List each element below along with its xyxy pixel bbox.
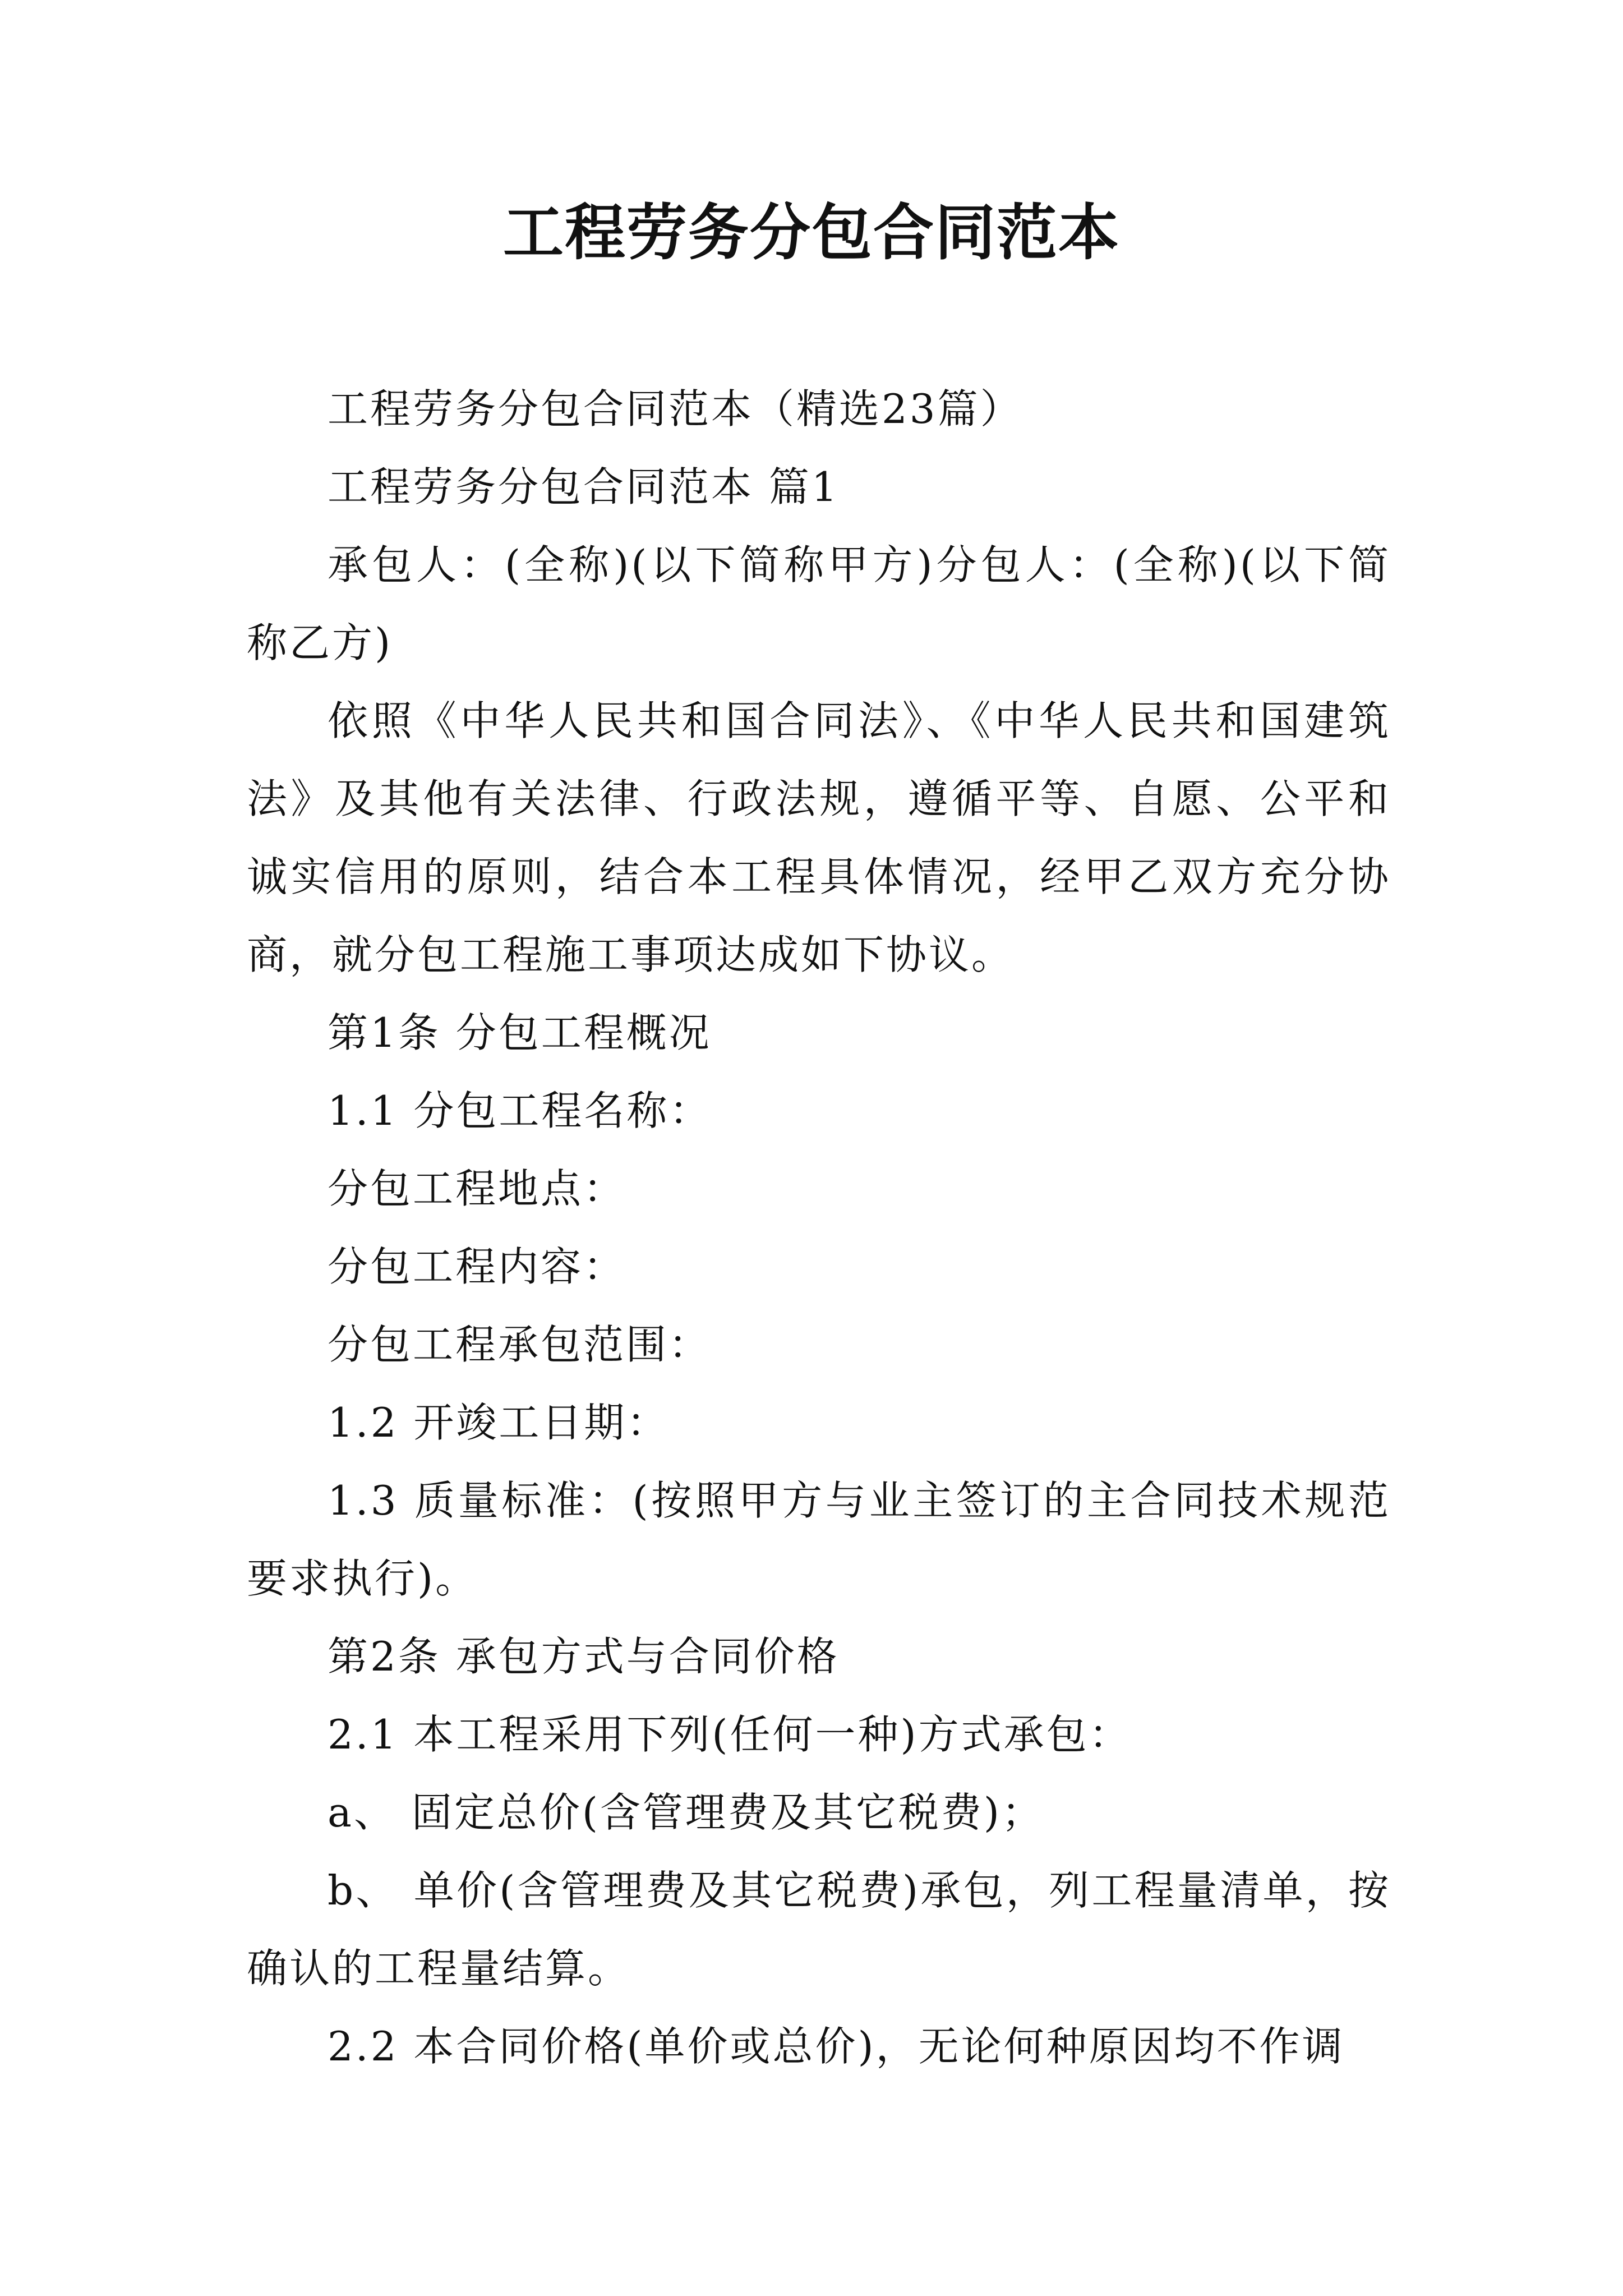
document-body (247, 370, 1391, 2086)
paragraph-preamble: 依照《中华人民共和国合同法》、《中华人民共和国建筑法》及其他有关法律、行政法规，遵循平等、自愿、公平和诚实信用的原则，结合本工程具体情况，经甲乙双方充分协商，就分包工程施工事项达成如下协议。 (247, 697, 1391, 978)
paragraph-parties: 承包人：(全称)(以下简称甲方)分包人：(全称)(以下简称乙方) (247, 541, 1391, 666)
paragraph-dates: 1.2 开竣工日期： (328, 1399, 670, 1446)
paragraph-project-content: 分包工程内容： (328, 1243, 626, 1290)
paragraph-contract-method: 2.1 本工程采用下列(任何一种)方式承包： (328, 1711, 1132, 1758)
paragraph-article-1: 第1条 分包工程概况 (328, 1009, 712, 1056)
paragraph-collection-title: 工程劳务分包合同范本（精选23篇） (328, 385, 1023, 432)
paragraph-article-2: 第2条 承包方式与合同价格 (328, 1633, 840, 1680)
paragraph-section-heading: 工程劳务分包合同范本 篇1 (328, 463, 840, 510)
paragraph-option-a: a、 固定总价(含管理费及其它税费)； (328, 1789, 1044, 1836)
paragraph-option-b: b、 单价(含管理费及其它税费)承包，列工程量清单，按确认的工程量结算。 (247, 1867, 1391, 1992)
paragraph-quality: 1.3 质量标准：(按照甲方与业主签订的主合同技术规范要求执行)。 (247, 1477, 1391, 1602)
paragraph-project-name: 1.1 分包工程名称： (328, 1087, 712, 1134)
paragraph-project-location: 分包工程地点： (328, 1165, 626, 1212)
paragraph-contract-price: 2.2 本合同价格(单价或总价)，无论何种原因均不作调 (328, 2023, 1345, 2070)
document-title: 工程劳务分包合同范本 (502, 197, 1120, 268)
paragraph-project-scope: 分包工程承包范围： (328, 1321, 712, 1368)
